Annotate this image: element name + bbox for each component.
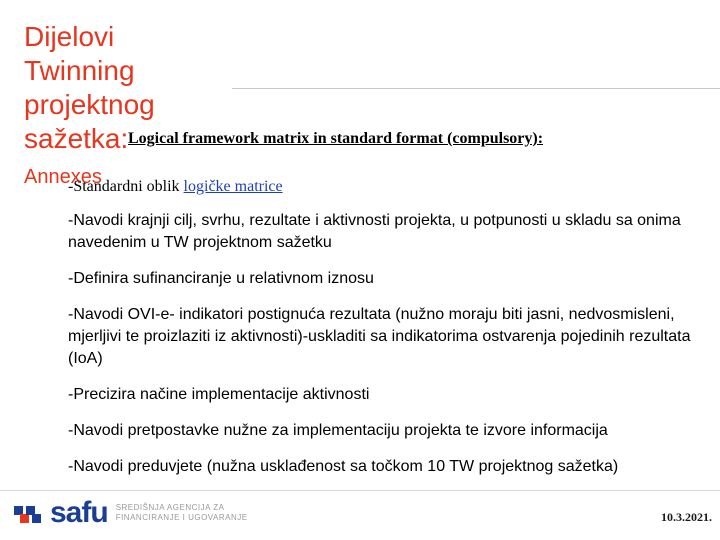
bullet-list [68,210,698,492]
title-line-4: sažetka: [24,123,129,154]
slide-date: 10.3.2021. [661,510,712,524]
subheading [68,178,283,196]
list-item: -Navodi OVI-e- indikatori postignuća rezultata (nužno moraju biti jasni, nedvosmisleni, mjerljivi te proizlaziti iz aktivnosti)-uskladiti sa indikatorima ostvarenja pojedinih rezultata (IoA) [68,306,691,367]
agency-line-2: FINANCIRANJE I UGOVARANJE [115,513,248,522]
list-item: -Navodi pretpostavke nužne za implementaciju projekta te izvore informacija [68,422,608,439]
title-divider [232,88,720,89]
annexes-label: Annexes [24,166,102,188]
list-item: -Navodi krajnji cilj, svrhu, rezultate i aktivnosti projekta, u potpunosti u skladu sa onima navedenim u TW projektnom sažetku [68,212,681,251]
list-item: -Navodi preduvjete (nužna usklađenost sa točkom 10 TW projektnog sažetka) [68,458,619,475]
list-item: -Precizira načine implementacije aktivnosti [68,386,370,403]
subheading-text: -Standardni oblik [68,178,184,195]
agency-name [116,503,248,523]
title-line-3: projektnog [24,89,155,120]
section-heading: Logical framework matrix in standard format (compulsory): [128,130,544,147]
footer-divider [0,490,720,491]
logframe-link[interactable]: logičke matrice [183,178,283,195]
title-line-2: Twinning [24,55,135,86]
list-item: -Definira sufinanciranje u relativnom iznosu [68,270,374,287]
agency-line-1: SREDIŠNJA AGENCIJA ZA [115,503,225,512]
safu-mark-icon [14,500,44,526]
title-line-1: Dijelovi [24,21,115,52]
logo-wordmark: safu [50,496,108,529]
safu-logo [14,498,248,528]
